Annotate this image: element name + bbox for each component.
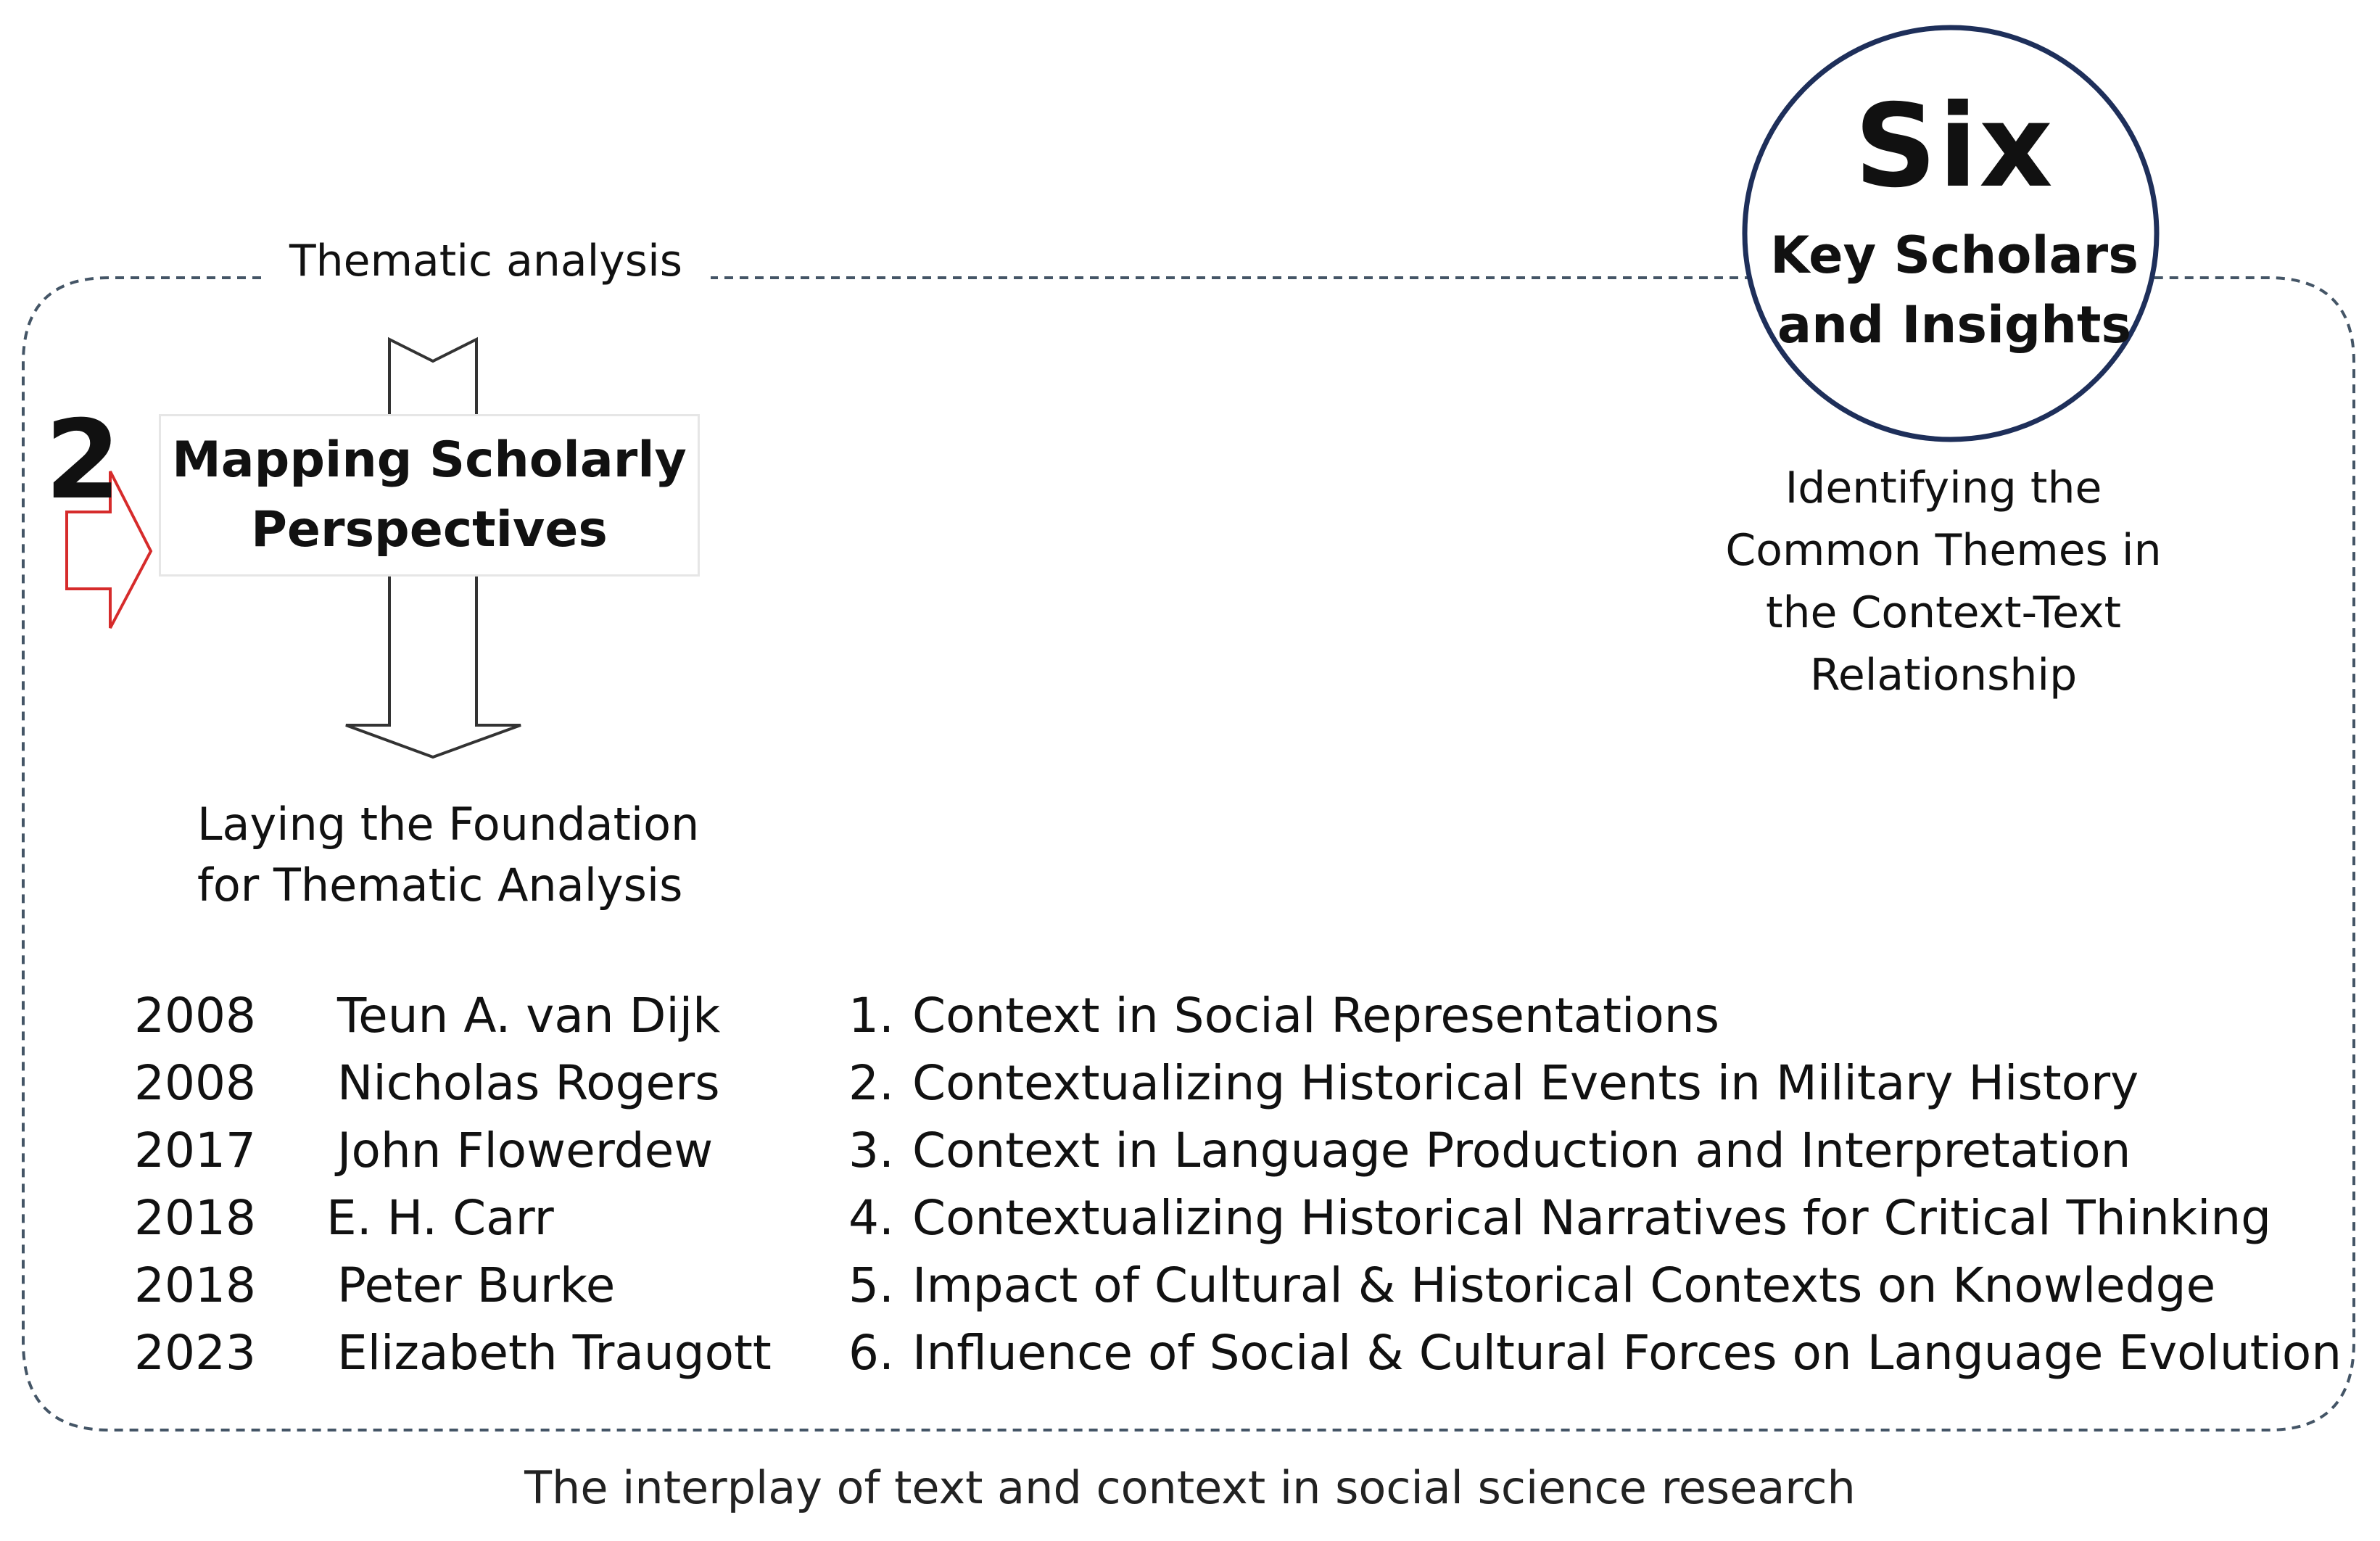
scholar-year: 2017	[134, 1123, 256, 1178]
mapping-title-line1: Mapping Scholarly	[172, 431, 687, 489]
six-number-word: Six	[1854, 80, 2054, 213]
figure-caption: The interplay of text and context in social science research	[524, 1461, 1856, 1514]
key-scholars-line2: and Insights	[1777, 295, 2132, 355]
scholar-name: Peter Burke	[337, 1257, 616, 1313]
identifying-text	[1668, 457, 2219, 706]
theme-number: 2.	[848, 1055, 894, 1111]
scholar-name: Nicholas Rogers	[337, 1055, 720, 1111]
scholar-year: 2018	[134, 1190, 256, 1246]
scholar-name: E. H. Carr	[326, 1190, 554, 1246]
scholar-name: John Flowerdew	[337, 1123, 714, 1178]
key-scholars-line1: Key Scholars	[1770, 226, 2139, 285]
mapping-box	[159, 414, 700, 577]
scholar-year: 2023	[134, 1325, 256, 1381]
theme-text: Context in Language Production and Interpretation	[912, 1123, 2131, 1178]
theme-number: 5.	[848, 1257, 894, 1313]
mapping-title-line2: Perspectives	[251, 501, 608, 558]
identifying-line1: Identifying the	[1785, 463, 2102, 513]
theme-text: Context in Social Representations	[912, 988, 1719, 1044]
circle-label	[1751, 29, 2157, 435]
scholar-year: 2008	[134, 1055, 256, 1111]
frame-label: Thematic analysis	[261, 232, 711, 290]
foundation-line1: Laying the Foundation	[197, 798, 700, 851]
theme-text: Contextualizing Historical Events in Military History	[912, 1055, 2139, 1111]
scholar-year: 2008	[134, 988, 256, 1044]
identifying-line4: Relationship	[1809, 650, 2078, 701]
identifying-line2: Common Themes in	[1725, 525, 2162, 576]
scholar-name: Elizabeth Traugott	[337, 1325, 772, 1381]
theme-text: Impact of Cultural & Historical Contexts on Knowledge	[912, 1257, 2216, 1313]
foundation-line2: for Thematic Analysis	[197, 859, 683, 912]
theme-number: 3.	[848, 1123, 894, 1178]
theme-number: 4.	[848, 1190, 894, 1246]
key-scholars-text	[1751, 220, 2157, 360]
theme-number: 1.	[848, 988, 894, 1044]
scholar-name: Teun A. van Dijk	[337, 988, 721, 1044]
scholar-year: 2018	[134, 1257, 256, 1313]
theme-text: Influence of Social & Cultural Forces on Language Evolution	[912, 1325, 2342, 1381]
mapping-title	[172, 426, 687, 565]
identifying-line3: the Context-Text	[1765, 587, 2122, 638]
step-number: 2	[45, 397, 121, 524]
foundation-text	[197, 794, 719, 916]
theme-text: Contextualizing Historical Narratives for Critical Thinking	[912, 1190, 2272, 1246]
theme-number: 6.	[848, 1325, 894, 1381]
